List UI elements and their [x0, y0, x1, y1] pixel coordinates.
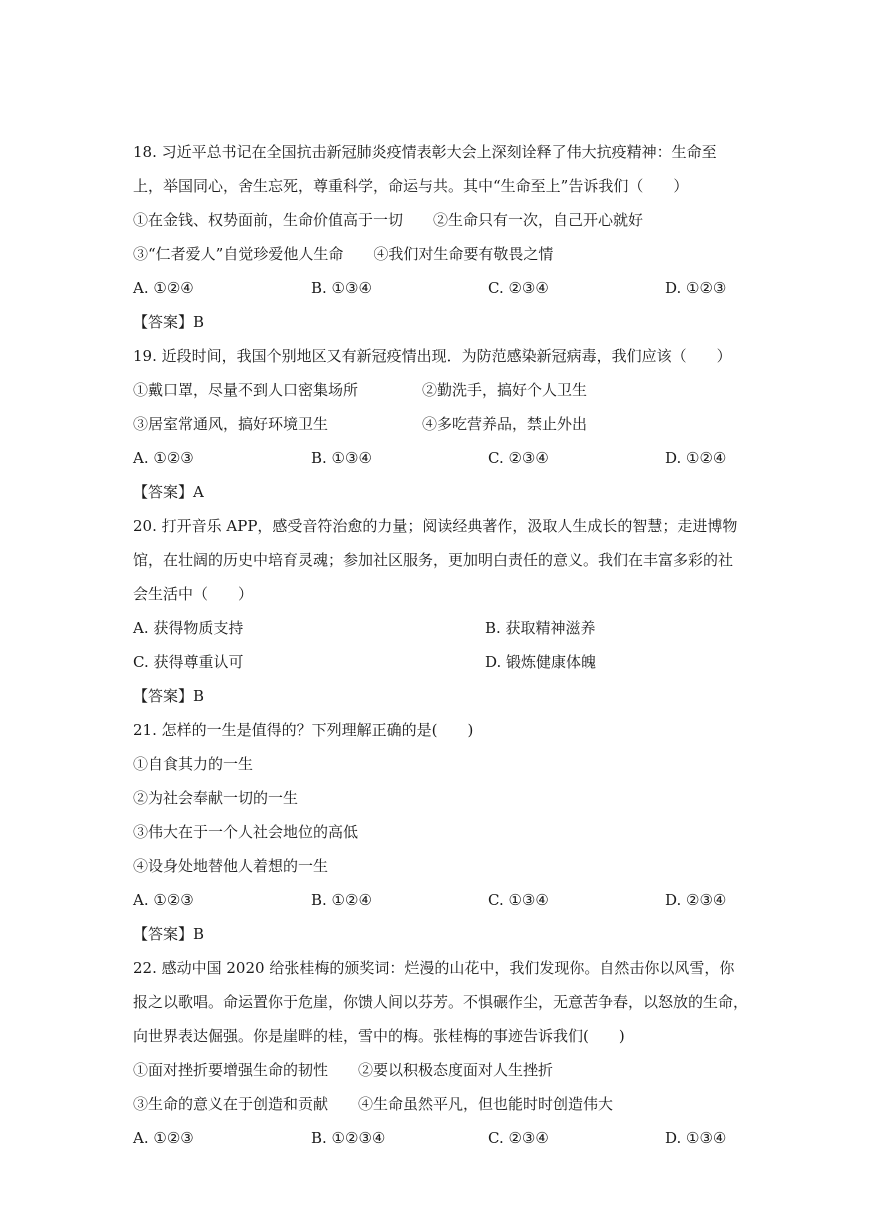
question-22-option-d: D. ①③④: [665, 1129, 727, 1147]
question-18-option-c: C. ②③④: [488, 279, 549, 297]
question-18-stem-line-2: 上，举国同心，舍生忘死，尊重科学，命运与共。其中“生命至上”告诉我们（ ）: [133, 177, 689, 195]
question-19-statement-3: ③居室常通风，搞好环境卫生: [133, 415, 329, 433]
question-21-answer: 【答案】B: [133, 925, 205, 943]
question-19-statement-4: ④多吃营养品，禁止外出: [422, 415, 588, 433]
question-21-option-b: B. ①②④: [311, 891, 372, 909]
question-21-option-c: C. ①③④: [488, 891, 549, 909]
question-20-answer: 【答案】B: [133, 687, 205, 705]
question-18-answer: 【答案】B: [133, 313, 205, 331]
question-20-stem-line-1: 20. 打开音乐 APP，感受音符治愈的力量；阅读经典著作，汲取人生成长的智慧；走进博物: [133, 517, 738, 535]
question-20-option-b: B. 获取精神滋养: [485, 619, 596, 637]
question-21-stem-line-1: 21. 怎样的一生是值得的？下列理解正确的是( ): [133, 721, 474, 739]
question-18-statement-line-2: ③“仁者爱人”自觉珍爱他人生命 ④我们对生命要有敬畏之情: [133, 245, 554, 263]
question-19-option-b: B. ①③④: [311, 449, 372, 467]
question-18-option-a: A. ①②④: [133, 279, 194, 297]
question-22-option-c: C. ②③④: [488, 1129, 549, 1147]
question-21-option-a: A. ①②③: [133, 891, 194, 909]
question-20-stem-line-3: 会生活中（ ）: [133, 585, 254, 603]
question-22-statement-line-1: ①面对挫折要增强生命的韧性 ②要以积极态度面对人生挫折: [133, 1061, 554, 1079]
question-20-stem-line-2: 馆，在壮阔的历史中培育灵魂；参加社区服务，更加明白责任的意义。我们在丰富多彩的社: [133, 551, 734, 569]
question-21-statement-4: ④设身处地替他人着想的一生: [133, 857, 329, 875]
question-22-statement-line-2: ③生命的意义在于创造和贡献 ④生命虽然平凡，但也能时时创造伟大: [133, 1095, 614, 1113]
question-20-option-a: A. 获得物质支持: [133, 619, 244, 637]
question-20-option-d: D. 锻炼健康体魄: [485, 653, 597, 671]
question-19-answer: 【答案】A: [133, 483, 204, 501]
question-21-statement-2: ②为社会奉献一切的一生: [133, 789, 299, 807]
question-18-option-d: D. ①②③: [665, 279, 727, 297]
question-19-option-d: D. ①②④: [665, 449, 727, 467]
question-22-stem-line-2: 报之以歌唱。命运置你于危崖，你馈人间以芬芳。不惧碾作尘，无意苦争春，以怒放的生命，: [133, 993, 749, 1011]
question-22-option-b: B. ①②③④: [311, 1129, 386, 1147]
question-18-stem-line-1: 18. 习近平总书记在全国抗击新冠肺炎疫情表彰大会上深刻诠释了伟大抗疫精神：生命至: [133, 143, 717, 161]
question-18-option-b: B. ①③④: [311, 279, 372, 297]
question-21-option-d: D. ②③④: [665, 891, 727, 909]
question-21-statement-1: ①自食其力的一生: [133, 755, 254, 773]
question-22-stem-line-1: 22. 感动中国 2020 给张桂梅的颁奖词：烂漫的山花中，我们发现你。自然击你以风雪，你: [133, 959, 735, 977]
question-19-statement-1: ①戴口罩，尽量不到人口密集场所: [133, 381, 359, 399]
question-19-stem-line-1: 19. 近段时间，我国个别地区又有新冠疫情出现．为防范感染新冠病毒，我们应该（ ）: [133, 347, 732, 365]
question-21-statement-3: ③伟大在于一个人社会地位的高低: [133, 823, 359, 841]
question-19-option-c: C. ②③④: [488, 449, 549, 467]
question-22-stem-line-3: 向世界表达倔强。你是崖畔的桂，雪中的梅。张桂梅的事迹告诉我们( ): [133, 1027, 625, 1045]
question-22-option-a: A. ①②③: [133, 1129, 194, 1147]
question-19-statement-2: ②勤洗手，搞好个人卫生: [422, 381, 588, 399]
question-18-statement-line-1: ①在金钱、权势面前，生命价值高于一切 ②生命只有一次，自己开心就好: [133, 211, 644, 229]
question-20-option-c: C. 获得尊重认可: [133, 653, 244, 671]
question-19-option-a: A. ①②③: [133, 449, 194, 467]
